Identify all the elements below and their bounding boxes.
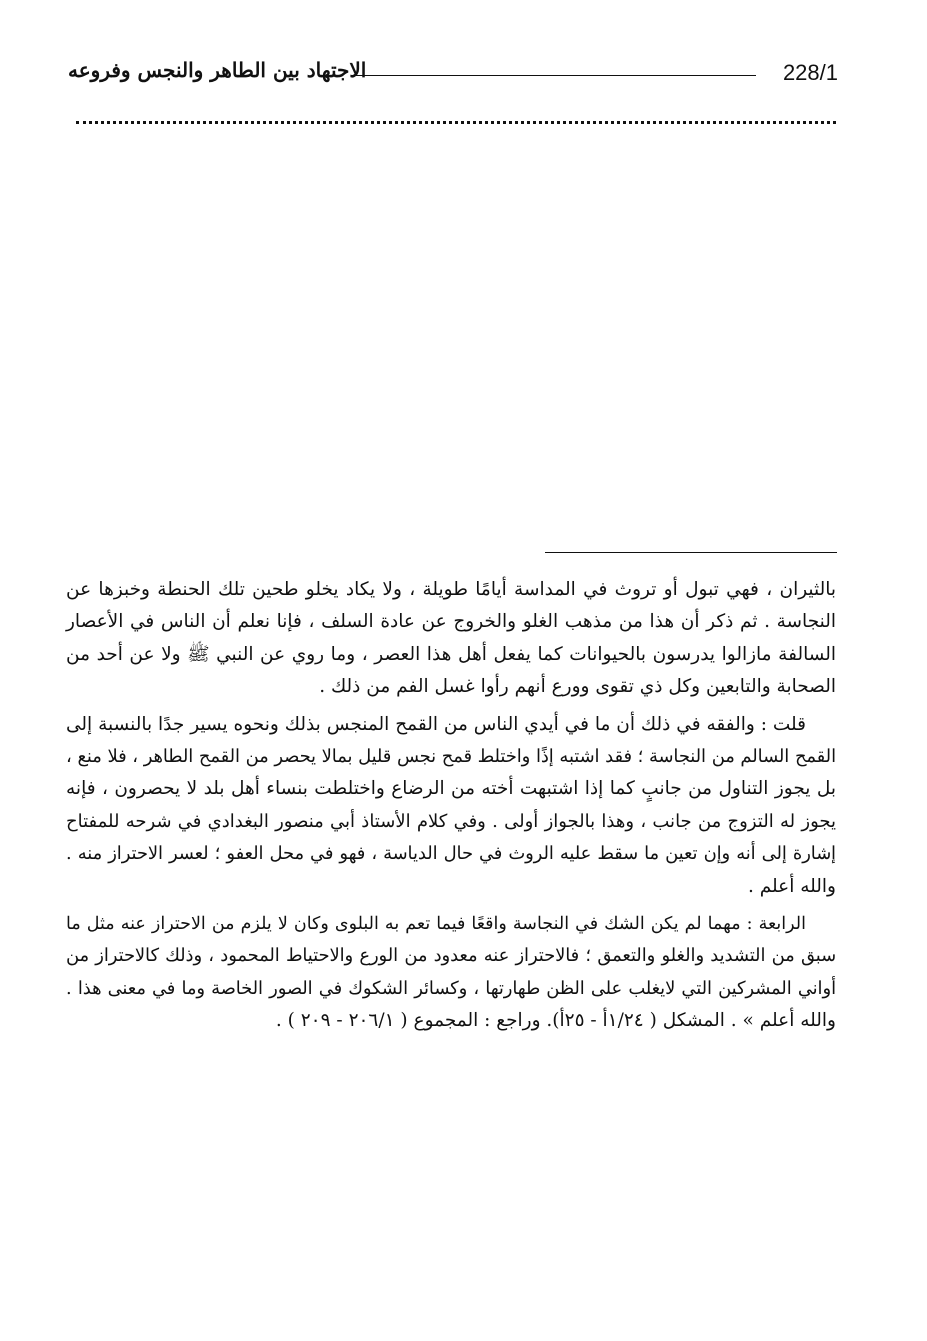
text-line: السالفة مازالوا يدرسون بالحيوانات كما يفعل أهل هذا العصر ، وما روي عن النبي ﷺ ولا عن أحد من bbox=[66, 643, 836, 665]
text-line: بل يجوز التناول من جانبٍ كما إذا اشتبهت أخته من الرضاع واختلطت بنساء أهل بلد لا يحصرون ، فإنه bbox=[66, 778, 836, 800]
footnote-paragraph-2 bbox=[66, 709, 836, 903]
text-line: أواني المشركين التي لايغلب على الظن طهارتها ، وكسائر الشكوك في الصور الخاصة وما في معنى هذا . bbox=[66, 978, 836, 999]
text-line: سبق من التشديد والغلو والتعمق ؛ فالاحتراز عنه معدود من الورع والاحتياط المحمود ، وذلك كالاحتراز من bbox=[66, 946, 836, 967]
text-line: الرابعة : مهما لم يكن الشك في النجاسة واقعًا فيما تعم به البلوى وكان لا يلزم من الاحتراز عنه مثل ما bbox=[66, 914, 806, 935]
text-line: يجوز له التزوج من جانب ، وهذا بالجواز أولى . وفي كلام الأستاذ أبي منصور البغدادي في شرحه للمفتاح bbox=[66, 810, 836, 832]
text-line: بالثيران ، فهي تبول أو تروث في المداسة أيامًا طويلة ، ولا يكاد يخلو طحين تلك الحنطة وخبزها عن bbox=[66, 579, 836, 600]
text-line: النجاسة . ثم ذكر أن هذا من مذهب الغلو والخروج عن عادة السلف ، فإنا نعلم أن الناس في الأعصار bbox=[66, 611, 836, 633]
text-line: والله أعلم » . المشكل ( ١/٢٤أ - ٢٥أ). وراجع : المجموع ( ٢٠٦/١ - ٢٠٩ ) . bbox=[275, 1010, 836, 1032]
text-line: الصحابة والتابعين وكل ذي تقوى وورع أنهم رأوا غسل الفم من ذلك . bbox=[319, 676, 836, 698]
dotted-separator bbox=[76, 121, 836, 124]
footnote-text bbox=[66, 574, 836, 1043]
text-line: القمح السالم من النجاسة ؛ فقد اشتبه إذًا واختلط قمح نجس قليل بمالا يحصر من القمح الطاهر ، فلا منع ، bbox=[66, 747, 836, 768]
text-line: إشارة إلى أنه وإن تعين ما سقط عليه الروث في حال الدياسة ، فهو في محل العفو ؛ لعسر الاحتراز منه . bbox=[66, 844, 836, 865]
header-rule bbox=[356, 75, 756, 76]
page-number: 228/1 bbox=[782, 60, 838, 85]
page-header bbox=[68, 58, 838, 92]
footnote-paragraph-1 bbox=[66, 574, 836, 704]
running-title: الاجتهاد بين الطاهر والنجس وفروعه bbox=[68, 58, 367, 82]
footnote-paragraph-3 bbox=[66, 908, 836, 1038]
footnote-separator bbox=[545, 552, 837, 553]
text-line: قلت : والفقه في ذلك أن ما في أيدي الناس من القمح المنجس بذلك ونحوه يسير جدًا بالنسبة إلى bbox=[66, 713, 806, 735]
text-line: والله أعلم . bbox=[747, 875, 836, 897]
